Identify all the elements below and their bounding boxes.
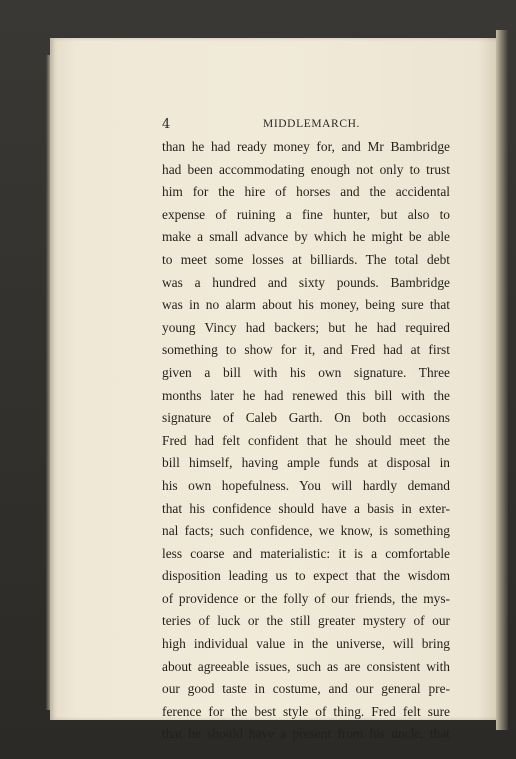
text-line: Fred had felt confident that he should meet the — [162, 432, 450, 448]
text-line: expense of ruining a fine hunter, but also to — [162, 206, 450, 222]
page-stack-edge — [496, 30, 508, 730]
text-line: teries of luck or the still greater mystery of our — [162, 613, 450, 629]
text-line: months later he had renewed this bill with the — [162, 387, 450, 403]
text-line: him for the hire of horses and the accidental — [162, 184, 450, 200]
text-line: than he had ready money for, and Mr Bambridge — [162, 139, 450, 154]
text-line: to meet some losses at billiards. The total debt — [162, 251, 450, 267]
running-title: MIDDLEMARCH. — [263, 118, 360, 130]
text-line: had been accommodating enough not only to trust — [162, 161, 450, 177]
text-line: was a hundred and sixty pounds. Bambridge — [162, 274, 450, 290]
text-line: disposition leading us to expect that the wisdom — [162, 568, 450, 584]
text-line: of providence or the folly of our friends, the mys- — [162, 590, 450, 606]
text-line: about agreeable issues, such as are consistent with — [162, 658, 450, 674]
text-line: young Vincy had backers; but he had required — [162, 319, 450, 335]
text-line: his own hopefulness. You will hardly demand — [162, 477, 450, 493]
text-line: make a small advance by which he might be able — [162, 229, 450, 245]
text-line: our good taste in costume, and our general pre- — [162, 681, 450, 697]
text-line: high individual value in the universe, will bring — [162, 636, 450, 652]
text-line: less coarse and materialistic: it is a comfortable — [162, 545, 450, 561]
page-number: 4 — [162, 117, 171, 132]
text-line: ference for the best style of thing. Fred felt sure — [162, 703, 450, 719]
text-line: signature of Caleb Garth. On both occasions — [162, 410, 450, 426]
text-line: something to show for it, and Fred had at first — [162, 342, 450, 358]
text-line: given a bill with his own signature. Three — [162, 364, 450, 380]
text-line: bill himself, having ample funds at disposal in — [162, 455, 450, 471]
text-line: was in no alarm about his money, being sure that — [162, 297, 450, 313]
text-line: nal facts; such confidence, we know, is something — [162, 523, 450, 539]
text-line: that his confidence should have a basis in exter- — [162, 500, 450, 516]
running-head — [162, 117, 450, 137]
text-line: that he should have a present from his uncle, that — [162, 726, 450, 742]
body-text — [162, 136, 450, 746]
